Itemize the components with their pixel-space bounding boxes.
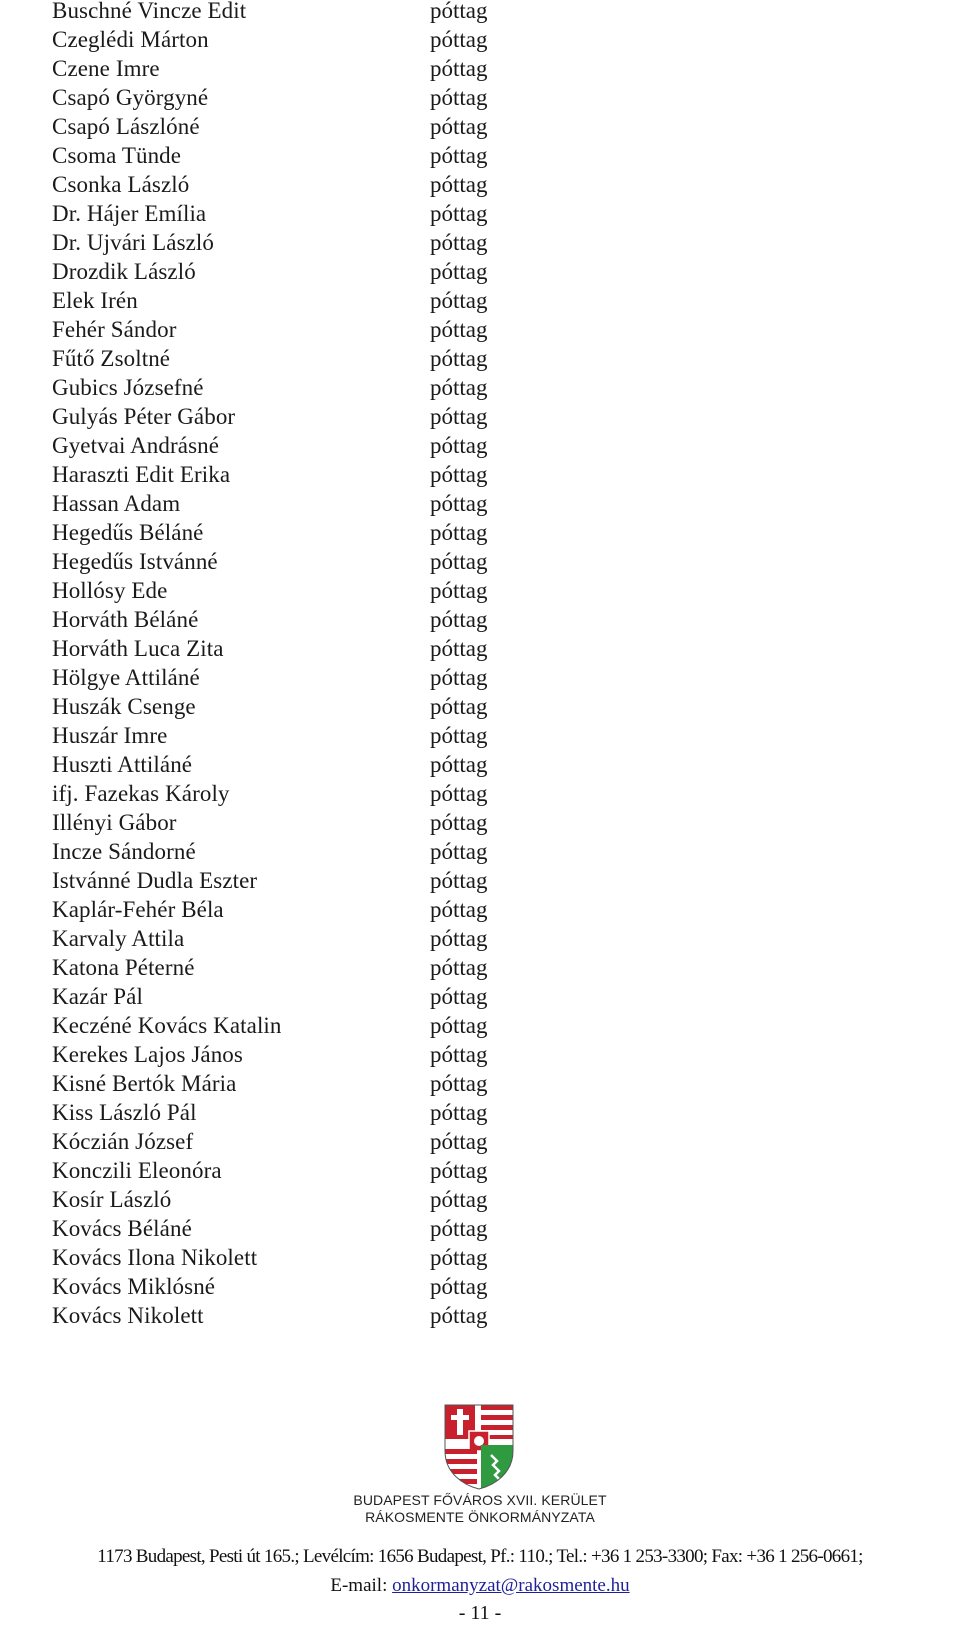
person-name: Konczili Eleonóra xyxy=(52,1158,222,1183)
role-label: póttag xyxy=(430,317,488,342)
role-label: póttag xyxy=(430,636,488,661)
list-item xyxy=(52,696,572,725)
role-label: póttag xyxy=(430,1013,488,1038)
role-label: póttag xyxy=(430,201,488,226)
role-label: póttag xyxy=(430,230,488,255)
person-name: Kovács Nikolett xyxy=(52,1303,204,1328)
person-name: Csonka László xyxy=(52,172,190,197)
role-label: póttag xyxy=(430,491,488,516)
role-label: póttag xyxy=(430,346,488,371)
organization-line-1: BUDAPEST FŐVÁROS XVII. KERÜLET xyxy=(353,1492,607,1508)
person-name: Dr. Hájer Emília xyxy=(52,201,207,226)
person-name: Haraszti Edit Erika xyxy=(52,462,231,487)
email-link[interactable]: onkormanyzat@rakosmente.hu xyxy=(392,1575,630,1596)
person-name: Hegedűs Istvánné xyxy=(52,549,218,574)
list-item xyxy=(52,290,572,319)
person-name: Elek Irén xyxy=(52,288,138,313)
person-name: Huszti Attiláné xyxy=(52,752,193,777)
organization-name xyxy=(0,1492,960,1526)
role-label: póttag xyxy=(430,114,488,139)
list-item xyxy=(52,609,572,638)
person-name: Horváth Béláné xyxy=(52,607,199,632)
list-item xyxy=(52,754,572,783)
list-item xyxy=(52,1015,572,1044)
list-item xyxy=(52,1160,572,1189)
name-list xyxy=(52,0,572,1334)
person-name: Keczéné Kovács Katalin xyxy=(52,1013,282,1038)
role-label: póttag xyxy=(430,549,488,574)
list-item xyxy=(52,725,572,754)
person-name: Hollósy Ede xyxy=(52,578,168,603)
list-item xyxy=(52,522,572,551)
list-item xyxy=(52,493,572,522)
role-label: póttag xyxy=(430,375,488,400)
list-item xyxy=(52,0,572,29)
role-label: póttag xyxy=(430,1274,488,1299)
person-name: Gubics Józsefné xyxy=(52,375,204,400)
role-label: póttag xyxy=(430,1100,488,1125)
person-name: Huszár Imre xyxy=(52,723,168,748)
person-name: Hölgye Attiláné xyxy=(52,665,200,690)
list-item xyxy=(52,580,572,609)
organization-line-2: RÁKOSMENTE ÖNKORMÁNYZATA xyxy=(365,1509,595,1525)
list-item xyxy=(52,1247,572,1276)
person-name: Katona Péterné xyxy=(52,955,195,980)
role-label: póttag xyxy=(430,868,488,893)
list-item xyxy=(52,870,572,899)
list-item xyxy=(52,667,572,696)
role-label: póttag xyxy=(430,143,488,168)
list-item xyxy=(52,1276,572,1305)
email-line xyxy=(0,1574,960,1598)
person-name: Illényi Gábor xyxy=(52,810,177,835)
list-item xyxy=(52,1189,572,1218)
role-label: póttag xyxy=(430,694,488,719)
role-label: póttag xyxy=(430,752,488,777)
list-item xyxy=(52,551,572,580)
list-item xyxy=(52,1218,572,1247)
list-item xyxy=(52,957,572,986)
person-name: Kovács Ilona Nikolett xyxy=(52,1245,258,1270)
role-label: póttag xyxy=(430,288,488,313)
role-label: póttag xyxy=(430,578,488,603)
person-name: Incze Sándorné xyxy=(52,839,196,864)
role-label: póttag xyxy=(430,926,488,951)
role-label: póttag xyxy=(430,810,488,835)
role-label: póttag xyxy=(430,520,488,545)
role-label: póttag xyxy=(430,1187,488,1212)
list-item xyxy=(52,1102,572,1131)
person-name: Kiss László Pál xyxy=(52,1100,197,1125)
role-label: póttag xyxy=(430,607,488,632)
list-item xyxy=(52,406,572,435)
role-label: póttag xyxy=(430,839,488,864)
role-label: póttag xyxy=(430,1245,488,1270)
list-item xyxy=(52,783,572,812)
list-item xyxy=(52,1305,572,1334)
list-item xyxy=(52,87,572,116)
person-name: Fehér Sándor xyxy=(52,317,177,342)
list-item xyxy=(52,174,572,203)
list-item xyxy=(52,116,572,145)
list-item xyxy=(52,1073,572,1102)
list-item xyxy=(52,1131,572,1160)
person-name: Gulyás Péter Gábor xyxy=(52,404,236,429)
role-label: póttag xyxy=(430,781,488,806)
role-label: póttag xyxy=(430,955,488,980)
person-name: Kerekes Lajos János xyxy=(52,1042,243,1067)
person-name: Kazár Pál xyxy=(52,984,143,1009)
person-name: Czene Imre xyxy=(52,56,160,81)
list-item xyxy=(52,261,572,290)
list-item xyxy=(52,986,572,1015)
role-label: póttag xyxy=(430,27,488,52)
person-name: Hegedűs Béláné xyxy=(52,520,204,545)
list-item xyxy=(52,319,572,348)
person-name: Dr. Ujvári László xyxy=(52,230,215,255)
list-item xyxy=(52,812,572,841)
role-label: póttag xyxy=(430,85,488,110)
person-name: Drozdik László xyxy=(52,259,196,284)
role-label: póttag xyxy=(430,462,488,487)
role-label: póttag xyxy=(430,1042,488,1067)
role-label: póttag xyxy=(430,984,488,1009)
person-name: Kovács Béláné xyxy=(52,1216,192,1241)
list-item xyxy=(52,203,572,232)
person-name: Kisné Bertók Mária xyxy=(52,1071,237,1096)
role-label: póttag xyxy=(430,0,488,23)
list-item xyxy=(52,638,572,667)
person-name: Buschné Vincze Edit xyxy=(52,0,247,23)
role-label: póttag xyxy=(430,172,488,197)
list-item xyxy=(52,232,572,261)
person-name: Fűtő Zsoltné xyxy=(52,346,171,371)
person-name: Kovács Miklósné xyxy=(52,1274,216,1299)
person-name: Csapó Lászlóné xyxy=(52,114,200,139)
list-item xyxy=(52,464,572,493)
person-name: Kóczián József xyxy=(52,1129,194,1154)
list-item xyxy=(52,928,572,957)
person-name: Gyetvai Andrásné xyxy=(52,433,220,458)
email-label: E-mail: xyxy=(330,1575,388,1596)
person-name: Karvaly Attila xyxy=(52,926,185,951)
list-item xyxy=(52,29,572,58)
role-label: póttag xyxy=(430,56,488,81)
person-name: Hassan Adam xyxy=(52,491,181,516)
person-name: Kaplár-Fehér Béla xyxy=(52,897,224,922)
list-item xyxy=(52,145,572,174)
role-label: póttag xyxy=(430,1158,488,1183)
person-name: Csoma Tünde xyxy=(52,143,182,168)
person-name: ifj. Fazekas Károly xyxy=(52,781,230,806)
person-name: Istvánné Dudla Eszter xyxy=(52,868,258,893)
person-name: Czeglédi Márton xyxy=(52,27,209,52)
role-label: póttag xyxy=(430,259,488,284)
person-name: Horváth Luca Zita xyxy=(52,636,224,661)
address-line: 1173 Budapest, Pesti út 165.; Levélcím: 1656 Budapest, Pf.: 110.; Tel.: +36 1 253-3300; Fax: +36 1 256-0661; xyxy=(97,1546,863,1567)
person-name: Csapó Györgyné xyxy=(52,85,209,110)
list-item xyxy=(52,435,572,464)
person-name: Kosír László xyxy=(52,1187,172,1212)
role-label: póttag xyxy=(430,723,488,748)
person-name: Huszák Csenge xyxy=(52,694,196,719)
role-label: póttag xyxy=(430,1071,488,1096)
list-item xyxy=(52,348,572,377)
role-label: póttag xyxy=(430,433,488,458)
coat-of-arms-icon xyxy=(443,1403,515,1491)
list-item xyxy=(52,377,572,406)
role-label: póttag xyxy=(430,1303,488,1328)
list-item xyxy=(52,841,572,870)
list-item xyxy=(52,899,572,928)
role-label: póttag xyxy=(430,1129,488,1154)
role-label: póttag xyxy=(430,897,488,922)
list-item xyxy=(52,1044,572,1073)
role-label: póttag xyxy=(430,404,488,429)
list-item xyxy=(52,58,572,87)
page-number: - 11 - xyxy=(458,1602,502,1624)
role-label: póttag xyxy=(430,665,488,690)
role-label: póttag xyxy=(430,1216,488,1241)
